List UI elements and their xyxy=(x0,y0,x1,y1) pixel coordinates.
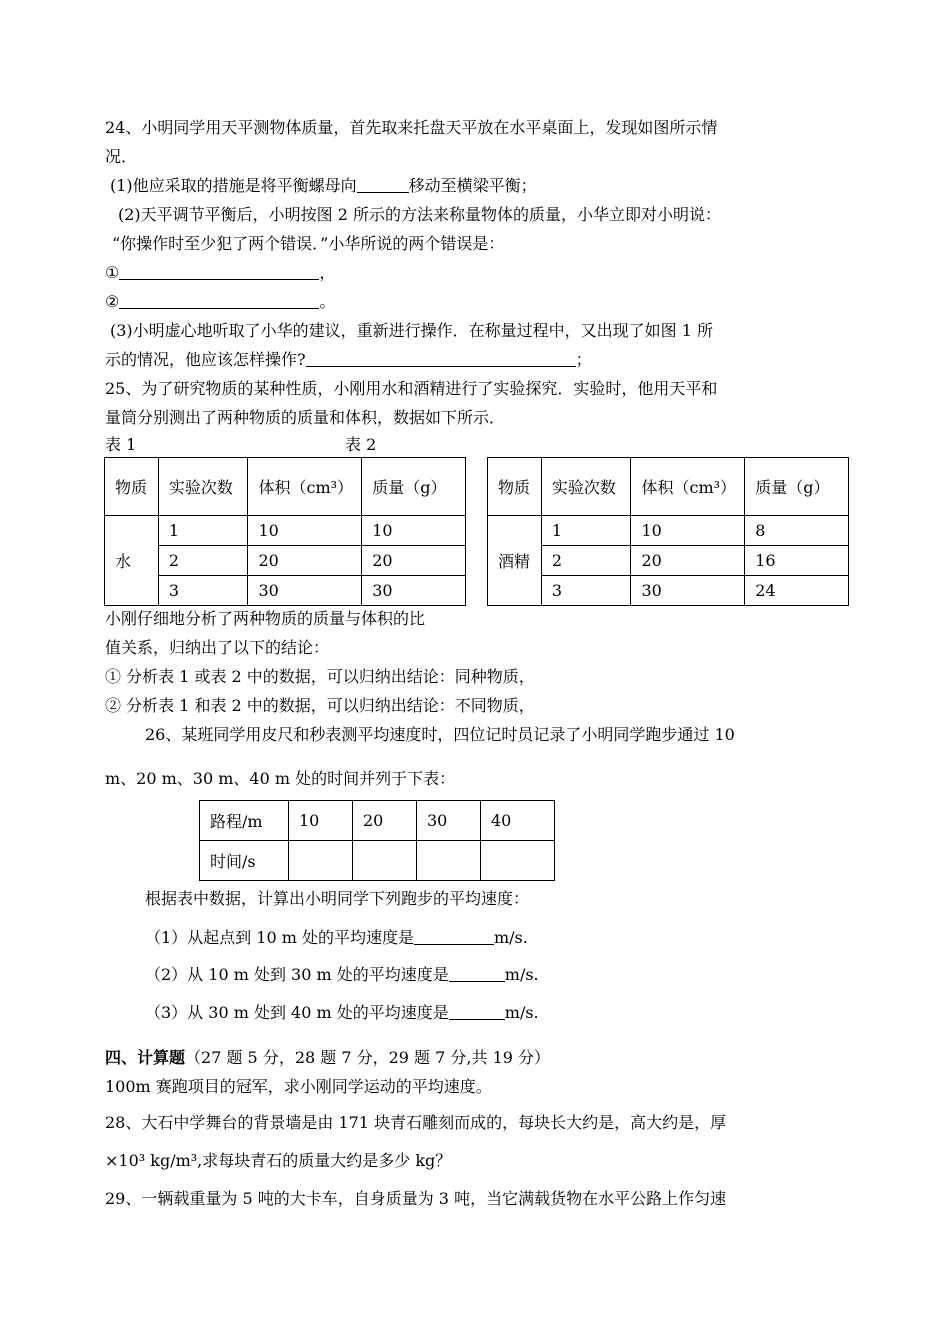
table-cell: 30 xyxy=(631,576,745,606)
header-mass: 质量（g） xyxy=(362,458,466,516)
header-trial: 实验次数 xyxy=(541,458,631,516)
time-table xyxy=(199,800,555,881)
table-header-row xyxy=(105,458,466,516)
q24-error1 xyxy=(105,263,335,283)
header-mass: 质量（g） xyxy=(745,458,849,516)
answer-blank[interactable] xyxy=(449,1003,505,1020)
table-row xyxy=(105,516,466,546)
table-cell[interactable] xyxy=(353,841,417,881)
table-cell: 2 xyxy=(158,546,248,576)
table-cell: 10 xyxy=(631,516,745,546)
q25-analysis-line1: 小刚仔细地分析了两种物质的质量与体积的比 xyxy=(105,609,426,628)
header-substance: 物质 xyxy=(105,458,159,516)
q24-part3-line1: (3)小明虚心地听取了小华的建议，重新进行操作．在称量过程中，又出现了如图 1 所 xyxy=(110,321,714,340)
table-cell: 10 xyxy=(248,516,362,546)
table-header-cell: 时间/s xyxy=(200,841,289,881)
q26-prompt: 根据表中数据，计算出小明同学下列跑步的平均速度： xyxy=(145,889,530,908)
circled-number-2: ② xyxy=(105,292,120,311)
table-row xyxy=(105,546,466,576)
punctuation: ， xyxy=(319,263,336,282)
table-cell: 20 xyxy=(353,801,417,841)
table-cell: 2 xyxy=(541,546,631,576)
table-cell: 10 xyxy=(289,801,353,841)
table-cell: 16 xyxy=(745,546,849,576)
q25-conclusion-2: ② 分析表 1 和表 2 中的数据，可以归纳出结论：不同物质， xyxy=(105,696,535,715)
table-cell: 8 xyxy=(745,516,849,546)
table-cell: 24 xyxy=(745,576,849,606)
table-cell: 1 xyxy=(158,516,248,546)
table-cell: 1 xyxy=(541,516,631,546)
table-header-row xyxy=(488,458,849,516)
answer-blank[interactable] xyxy=(357,176,409,193)
table1-label: 表 1 xyxy=(105,435,137,454)
table-cell[interactable] xyxy=(289,841,353,881)
table-row xyxy=(105,576,466,606)
q26-speed-1-text: （1）从起点到 10 m 处的平均速度是 xyxy=(145,928,414,947)
table-cell: 20 xyxy=(248,546,362,576)
table-cell: 20 xyxy=(631,546,745,576)
q24-part1-text: (1)他应采取的措施是将平衡螺母向 xyxy=(110,176,357,195)
section-score-note: （27 题 5 分，28 题 7 分，29 题 7 分,共 19 分） xyxy=(185,1048,551,1067)
table-row xyxy=(488,516,849,546)
q28-line2: ×10³ kg/m³,求每块青石的质量大约是多少 kg？ xyxy=(105,1151,452,1170)
q24-part2-line1: (2)天平调节平衡后，小明按图 2 所示的方法来称量物体的质量，小华立即对小明说： xyxy=(118,205,722,224)
q24-stem-line1: 24、小明同学用天平测物体质量，首先取来托盘天平放在水平桌面上，发现如图所示情 xyxy=(105,118,718,137)
q24-stem-line2: 况． xyxy=(105,147,138,166)
table-cell: 30 xyxy=(362,576,466,606)
table2-label: 表 2 xyxy=(345,435,377,454)
q29-line1: 29、一辆载重量为 5 吨的大卡车，自身质量为 3 吨，当它满载货物在水平公路上作匀速 xyxy=(105,1189,727,1208)
q26-speed-2-text: （2）从 10 m 处到 30 m 处的平均速度是 xyxy=(145,965,449,984)
substance-cell: 水 xyxy=(105,516,159,606)
table-1 xyxy=(104,457,466,606)
answer-blank[interactable] xyxy=(449,965,505,982)
q25-stem-line2: 量筒分别测出了两种物质的质量和体积，数据如下所示． xyxy=(105,408,506,427)
q26-speed-3-text: （3）从 30 m 处到 40 m 处的平均速度是 xyxy=(145,1003,449,1022)
answer-blank[interactable] xyxy=(414,928,494,945)
unit: m/s. xyxy=(504,1003,539,1022)
unit: m/s. xyxy=(493,928,528,947)
q27-text: 100m 赛跑项目的冠军，求小刚同学运动的平均速度。 xyxy=(105,1077,492,1096)
header-trial: 实验次数 xyxy=(158,458,248,516)
punctuation: 。 xyxy=(319,292,336,311)
q26-speed-3 xyxy=(145,1003,539,1023)
table-cell: 40 xyxy=(481,801,555,841)
q24-part3-text: 示的情况，他应该怎样操作? xyxy=(105,350,306,369)
substance-cell: 酒精 xyxy=(488,516,542,606)
answer-blank[interactable] xyxy=(306,350,576,367)
q25-stem-line1: 25、为了研究物质的某种性质，小刚用水和酒精进行了实验探究．实验时，他用天平和 xyxy=(105,379,718,398)
answer-blank[interactable] xyxy=(119,263,319,280)
header-substance: 物质 xyxy=(488,458,542,516)
table-cell: 30 xyxy=(248,576,362,606)
q26-speed-2 xyxy=(145,965,539,985)
q25-conclusion-1: ① 分析表 1 或表 2 中的数据，可以归纳出结论：同种物质， xyxy=(105,667,535,686)
table-cell: 20 xyxy=(362,546,466,576)
table-cell: 10 xyxy=(362,516,466,546)
table-cell: 3 xyxy=(541,576,631,606)
q24-part1 xyxy=(110,176,537,196)
q26-stem-line2: m、20 m、30 m、40 m 处的时间并列于下表： xyxy=(105,769,456,788)
table-row xyxy=(200,801,555,841)
q24-part1-text-end: 移动至横梁平衡； xyxy=(408,176,537,195)
section-title: 四、计算题 xyxy=(105,1048,186,1067)
table-cell: 3 xyxy=(158,576,248,606)
header-volume: 体积（cm³） xyxy=(631,458,745,516)
q28-line1: 28、大石中学舞台的背景墙是由 171 块青石雕刻而成的，每块长大约是，高大约是，厚 xyxy=(105,1113,727,1132)
table-cell: 30 xyxy=(417,801,481,841)
q26-speed-1 xyxy=(145,928,528,948)
q24-part2-line2: “你操作时至少犯了两个错误．”小华所说的两个错误是： xyxy=(112,234,505,253)
answer-blank[interactable] xyxy=(119,292,319,309)
unit: m/s. xyxy=(504,965,539,984)
q24-part3-line2 xyxy=(105,350,592,370)
table-2 xyxy=(487,457,849,606)
q25-analysis-line2: 值关系，归纳出了以下的结论： xyxy=(105,638,330,657)
table-row xyxy=(488,576,849,606)
q26-stem-line1: 26、某班同学用皮尺和秒表测平均速度时，四位记时员记录了小明同学跑步通过 10 xyxy=(145,725,735,744)
circled-number-1: ① xyxy=(105,263,120,282)
section-4-heading xyxy=(105,1048,550,1068)
table-header-cell: 路程/m xyxy=(200,801,289,841)
q24-error2 xyxy=(105,292,335,312)
table-cell[interactable] xyxy=(481,841,555,881)
header-volume: 体积（cm³） xyxy=(248,458,362,516)
table-row xyxy=(488,546,849,576)
punctuation: ； xyxy=(575,350,592,369)
table-row xyxy=(200,841,555,881)
table-cell[interactable] xyxy=(417,841,481,881)
